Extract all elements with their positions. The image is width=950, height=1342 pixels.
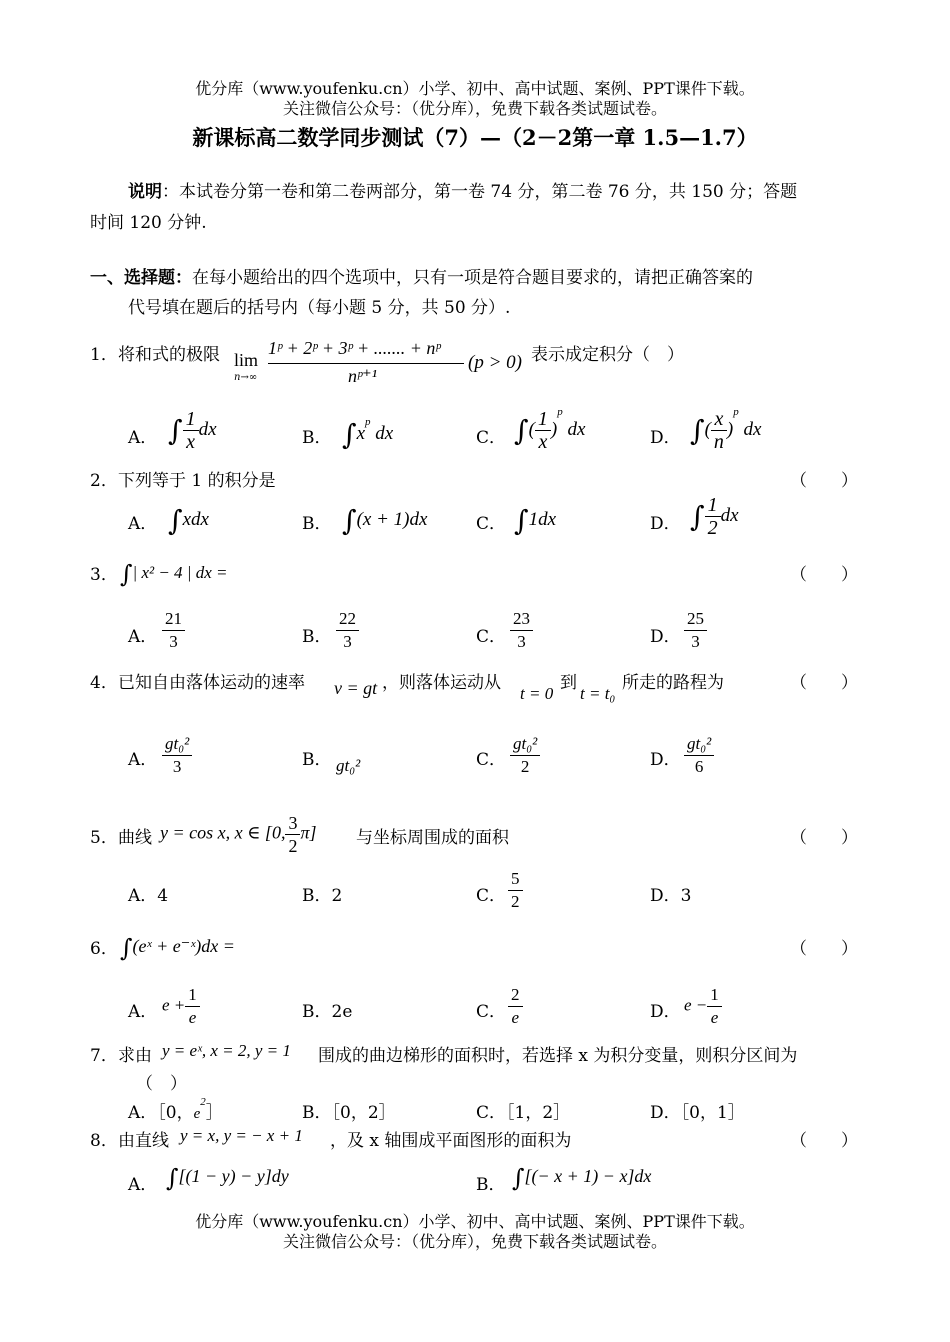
q7-option-d[interactable]: D．［0，1］ (650, 1103, 745, 1123)
q1-numerator: 1ᵖ + 2ᵖ + 3ᵖ + ....... + nᵖ (268, 338, 441, 358)
q1-a-expr: ∫ $\frac{1}{x}$ dx (168, 408, 217, 453)
q7-expr: y = eˣ, x = 2, y = 1 (162, 1041, 291, 1060)
q7-b-value: ［0，2］ (331, 1103, 396, 1123)
q3-answer-blank[interactable]: （ ） (790, 565, 858, 585)
q5-option-c[interactable]: C． (476, 886, 507, 906)
section-1-label: 一、选择题： (90, 268, 192, 288)
q4-postfix: 所走的路程为 (622, 673, 724, 693)
q7-postfix: 围成的曲边梯形的面积时，若选择 x 为积分变量，则积分区间为 (318, 1046, 798, 1066)
q7-a-value: ［0， (157, 1103, 194, 1123)
section-1-intro (90, 264, 870, 293)
q1-option-d[interactable]: D． (650, 428, 681, 448)
q8-postfix: ，及 x 轴围成平面图形的面积为 (330, 1131, 572, 1151)
q4-t-end: t = t₀ (580, 684, 616, 703)
q1-c-expr: ∫( $\frac{1}{x}$ )$^p$ dx (514, 406, 586, 453)
q7-d-value: ［0，1］ (680, 1103, 745, 1123)
note-text: ：本试卷分第一卷和第二卷两部分，第一卷 74 分，第二卷 76 分，共 150 分；答题 (162, 182, 798, 202)
note-label: 说明 (128, 182, 162, 202)
q4-option-d[interactable]: D． (650, 750, 681, 770)
q8-a-text: [(1 − y) − y]dy (178, 1166, 289, 1187)
q5-postfix: 与坐标周围成的面积 (356, 828, 509, 848)
q3-d-num: 25 (684, 608, 707, 631)
q3-b-num: 22 (336, 608, 359, 631)
q6-a-expr: e + $\frac{1}{e}$ (162, 984, 200, 1029)
q5-d-value: 3 (680, 886, 692, 906)
q7-option-b[interactable]: B．［0，2］ (302, 1103, 396, 1123)
q4-b-expr: gt₀² (336, 756, 361, 775)
q5-expr: y = cos x, x ∈ [0, $\frac{3}{2}$ π] (160, 813, 317, 856)
q8-a-expr: ∫[(1 − y) − y]dy (166, 1164, 289, 1192)
q4-a-den: 3 (172, 757, 182, 776)
q4-option-a[interactable]: A． (128, 750, 158, 770)
q3-b-den: 3 (343, 632, 352, 651)
q5-c-num: 5 (508, 868, 523, 891)
q4-velocity: v = gt (334, 678, 378, 698)
q2-text: 下列等于 1 的积分是 (118, 471, 276, 491)
q3-c-den: 3 (517, 632, 526, 651)
q3-expr: ∫| x² − 4 | dx = (120, 560, 228, 588)
q7-number: 7． (90, 1046, 118, 1066)
q8-b-text: [(− x + 1) − x]dx (524, 1166, 652, 1187)
q1-denominator: nᵖ⁺¹ (348, 366, 377, 386)
q6-option-d[interactable]: D． (650, 1002, 681, 1022)
q4-d-den: 6 (694, 757, 704, 776)
header-line-2: 关注微信公众号：（优分库），免费下载各类试题试卷。 (282, 99, 667, 118)
q8-expr: y = x, y = − x + 1 (180, 1126, 303, 1145)
q4-option-b[interactable]: B． (302, 750, 332, 770)
q4-to: 到 (560, 673, 577, 693)
q4-d-frac (684, 733, 714, 778)
q1-option-a[interactable]: A． (128, 428, 158, 448)
q4-c-den: 2 (520, 757, 530, 776)
q7-answer-blank[interactable]: （ ） (136, 1074, 187, 1094)
q1-d-expr: ∫( $\frac{x}{n}$ )$^p$ dx (690, 406, 762, 453)
q5-b-value: 2 (331, 886, 343, 906)
q6-expr-text: (eˣ + e⁻ˣ)dx = (132, 936, 235, 957)
q1-number: 1． (90, 345, 118, 365)
q6-d-expr: e − $\frac{1}{e}$ (684, 984, 722, 1029)
q2-answer-blank[interactable]: （ ） (790, 471, 858, 491)
q2-option-b[interactable]: B． (302, 514, 332, 534)
q1-lim: lim (234, 350, 259, 370)
q1-fraction-bar (268, 363, 464, 364)
q6-option-c[interactable]: C． (476, 1002, 507, 1022)
q4-answer-blank[interactable]: （ ） (790, 673, 858, 693)
q2-c-text: 1dx (528, 508, 557, 530)
footer-line-2: 关注微信公众号：（优分库），免费下载各类试题试卷。 (282, 1232, 667, 1251)
q6-answer-blank[interactable]: （ ） (790, 939, 858, 959)
q7-option-a[interactable]: A．［0，$e^2]$ (128, 1096, 223, 1123)
q4-c-frac (510, 733, 540, 778)
q4-prefix: 已知自由落体运动的速率 (118, 673, 305, 693)
q3-option-b[interactable]: B． (302, 627, 332, 647)
section-1-text: 在每小题给出的四个选项中，只有一项是符合题目要求的，请把正确答案的 (192, 268, 753, 288)
q5-option-b[interactable]: B．2 (302, 886, 343, 906)
q4-a-num: gt₀² (162, 733, 192, 756)
q3-d-den: 3 (691, 632, 700, 651)
q3-a-den: 3 (169, 632, 178, 651)
q8-option-a[interactable]: A． (128, 1175, 158, 1195)
q2-number: 2． (90, 471, 118, 491)
q5-number: 5． (90, 828, 118, 848)
q2-option-c[interactable]: C． (476, 514, 507, 534)
q1-prefix: 将和式的极限 (118, 345, 220, 365)
q5-c-den: 2 (511, 892, 520, 911)
q4-mid: ，则落体运动从 (382, 673, 501, 693)
footer-line-1: 优分库（www.youfenku.cn）小学、初中、高中试题、案例、PPT课件下载。 (195, 1212, 755, 1231)
q1-option-b[interactable]: B． (302, 428, 332, 448)
q1-b-expr: $\int x^p$ dx (342, 416, 394, 451)
q7-option-c[interactable]: C．［1，2］ (476, 1103, 571, 1123)
q3-option-a[interactable]: A． (128, 627, 158, 647)
q5-a-value: 4 (157, 886, 169, 906)
q7-c-value: ［1，2］ (506, 1103, 571, 1123)
q4-d-num: gt₀² (684, 733, 714, 756)
q2-c-expr: ∫1dx (514, 504, 557, 537)
q5-prefix: 曲线 (118, 828, 152, 848)
q2-option-d[interactable]: D． (650, 514, 681, 534)
q3-expr-text: | x² − 4 | dx = (132, 562, 228, 582)
q7-a-end: ］ (205, 1103, 223, 1123)
q2-a-text: xdx (182, 508, 209, 530)
q4-a-frac (162, 733, 192, 778)
q3-c-num: 23 (510, 608, 533, 631)
page-title: 新课标高二数学同步测试（7）—（2－2第一章 1.5—1.7） (192, 125, 758, 150)
q8-b-expr: ∫[(− x + 1) − x]dx (512, 1164, 652, 1192)
q8-prefix: 由直线 (118, 1131, 169, 1151)
q4-number: 4． (90, 673, 118, 693)
q3-a-frac (162, 608, 185, 653)
q3-d-frac (684, 608, 707, 653)
q6-c-expr: $\frac{2}{e}$ (508, 984, 523, 1029)
q8-number: 8． (90, 1131, 118, 1151)
q4-c-num: gt₀² (510, 733, 540, 756)
q1-option-c[interactable]: C． (476, 428, 507, 448)
q3-number: 3． (90, 565, 118, 585)
q6-option-a[interactable]: A． (128, 1002, 158, 1022)
q2-b-text: (x + 1)dx (356, 508, 428, 530)
q3-a-num: 21 (162, 608, 185, 631)
section-1-line-2: 代号填在题后的括号内（每小题 5 分，共 50 分）. (128, 298, 511, 318)
q3-option-d[interactable]: D． (650, 627, 681, 647)
q5-expr-text: y = cos x, x ∈ [0, (160, 822, 286, 843)
q1-lim-sub: n→∞ (234, 372, 258, 383)
q6-option-b[interactable]: B．2e (302, 1002, 353, 1022)
q2-option-a[interactable]: A． (128, 514, 158, 534)
q5-option-a[interactable]: A．4 (128, 886, 169, 906)
q5-answer-blank[interactable]: （ ） (790, 828, 858, 848)
q2-a-expr: ∫xdx (168, 504, 209, 537)
note-line-2: 时间 120 分钟. (90, 213, 207, 233)
q4-t-start: t = 0 (520, 684, 554, 703)
q6-number: 6． (90, 939, 118, 959)
q8-option-b[interactable]: B． (476, 1175, 506, 1195)
q4-option-c[interactable]: C． (476, 750, 507, 770)
q5-pi: π] (300, 822, 317, 843)
header-line-1: 优分库（www.youfenku.cn）小学、初中、高中试题、案例、PPT课件下载。 (195, 79, 755, 98)
q3-c-frac (510, 608, 533, 653)
q1-postfix: 表示成定积分（ ） (531, 345, 684, 365)
q2-b-expr: ∫(x + 1)dx (342, 504, 428, 537)
q1-condition: (p > 0) (468, 352, 522, 373)
note (128, 178, 868, 207)
q8-answer-blank[interactable]: （ ） (790, 1131, 858, 1151)
q5-option-d[interactable]: D．3 (650, 886, 692, 906)
q6-expr: ∫(eˣ + e⁻ˣ)dx = (120, 934, 235, 962)
q3-b-frac (336, 608, 359, 653)
q5-c-frac (508, 868, 523, 913)
q2-d-expr: ∫ $\frac{1}{2}$ dx (690, 494, 739, 539)
q3-option-c[interactable]: C． (476, 627, 507, 647)
q6-b-value: 2e (331, 1002, 353, 1022)
q7-prefix: 求由 (118, 1046, 152, 1066)
